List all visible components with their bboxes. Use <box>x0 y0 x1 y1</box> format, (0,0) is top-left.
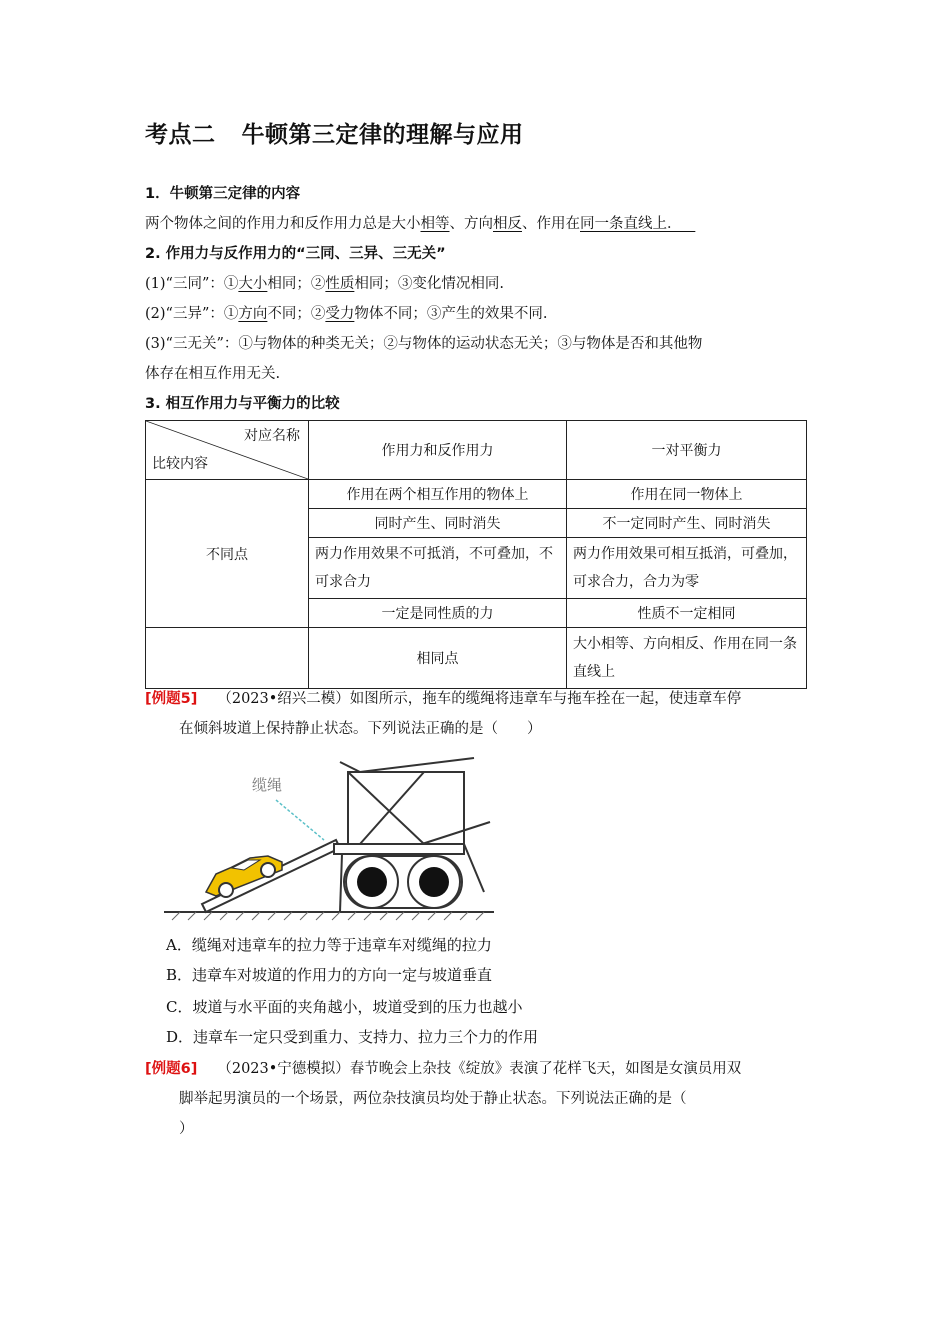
table-row <box>146 628 807 689</box>
table-col-header: 一对平衡力 <box>567 421 807 480</box>
example-tag: [例题5] <box>145 691 198 707</box>
table-row <box>146 480 807 509</box>
s2-line1: (1)“三同”：①大小相同；②性质相同；③变化情况相同. <box>145 276 504 292</box>
example-question-cont: 脚举起男演员的一个场景，两位杂技演员均处于静止状态。下列说法正确的是（ <box>179 1091 687 1107</box>
s1-text: 两个物体之间的作用力和反作用力总是大小相等、方向相反、作用在同一条直线上． <box>145 216 682 232</box>
option-b[interactable]: B．违章车对坡道的作用力的方向一定与坡道垂直 <box>166 966 493 984</box>
blank-equal: 相等 <box>420 216 450 232</box>
example-question: （2023•绍兴二模）如图所示，拖车的缆绳将违章车与拖车拴在一起，使违章车停 <box>217 691 742 707</box>
example-5 <box>145 684 809 744</box>
example-6 <box>145 1054 809 1144</box>
truck-wheels <box>344 856 462 908</box>
table-cell: 性质不一定相同 <box>567 599 807 628</box>
table-cell: 不一定同时产生、同时消失 <box>567 509 807 538</box>
table-cell: 作用在同一物体上 <box>567 480 807 509</box>
table-cell: 作用在两个相互作用的物体上 <box>309 480 567 509</box>
option-c[interactable]: C．坡道与水平面的夹角越小，坡道受到的压力也越小 <box>166 998 523 1016</box>
corner-top-label: 对应名称 <box>244 428 300 444</box>
example-question-cont: 在倾斜坡道上保持静止状态。下列说法正确的是（ ） <box>179 721 542 737</box>
table-header-row <box>146 421 807 480</box>
section-heading <box>145 116 524 149</box>
option-a[interactable]: A．缆绳对违章车的拉力等于违章车对缆绳的拉力 <box>166 936 492 954</box>
s1-title: 1．牛顿第三定律的内容 <box>145 186 301 202</box>
table-cell: 一定是同性质的力 <box>309 599 567 628</box>
example-question: （2023•宁德模拟）春节晚会上杂技《绽放》表演了花样飞天，如图是女演员用双 <box>217 1061 742 1077</box>
example-tag: [例题6] <box>145 1061 198 1077</box>
table-same-label: 相同点 <box>309 628 567 689</box>
option-d[interactable]: D．违章车一定只受到重力、支持力、拉力三个力的作用 <box>166 1028 539 1046</box>
table-group-label: 不同点 <box>146 480 309 628</box>
table-col-header: 作用力和反作用力 <box>309 421 567 480</box>
heading-prefix: 考点二 <box>145 122 216 148</box>
s2-line3: (3)“三无关”：①与物体的种类无关；②与物体的运动状态无关；③与物体是否和其他物 <box>145 336 703 352</box>
heading-text: 牛顿第三定律的理解与应用 <box>241 122 524 148</box>
example-question-cont: ） <box>179 1121 194 1137</box>
tow-truck-figure <box>164 752 504 922</box>
s2-line3-cont: 体存在相互作用无关. <box>145 366 281 382</box>
blank-opposite: 相反 <box>493 216 522 232</box>
s2-line2: (2)“三异”：①方向不同；②受力物体不同；③产生的效果不同. <box>145 306 548 322</box>
table-cell: 同时产生、同时消失 <box>309 509 567 538</box>
corner-bottom-label: 比较内容 <box>152 456 208 472</box>
comparison-table <box>145 420 807 689</box>
figure-label: 缆绳 <box>252 776 283 794</box>
table-cell: 两力作用效果不可抵消，不可叠加，不可求合力 <box>309 538 567 599</box>
table-same-value: 大小相等、方向相反、作用在同一条直线上 <box>567 628 807 689</box>
s3-title: 3. 相互作用力与平衡力的比较 <box>145 396 340 412</box>
blank-line: 同一条直线上． <box>580 216 682 232</box>
s2-title: 2. 作用力与反作用力的“三同、三异、三无关” <box>145 246 446 262</box>
table-cell: 两力作用效果可相互抵消，可叠加，可求合力，合力为零 <box>567 538 807 599</box>
table-corner-cell <box>146 421 309 480</box>
